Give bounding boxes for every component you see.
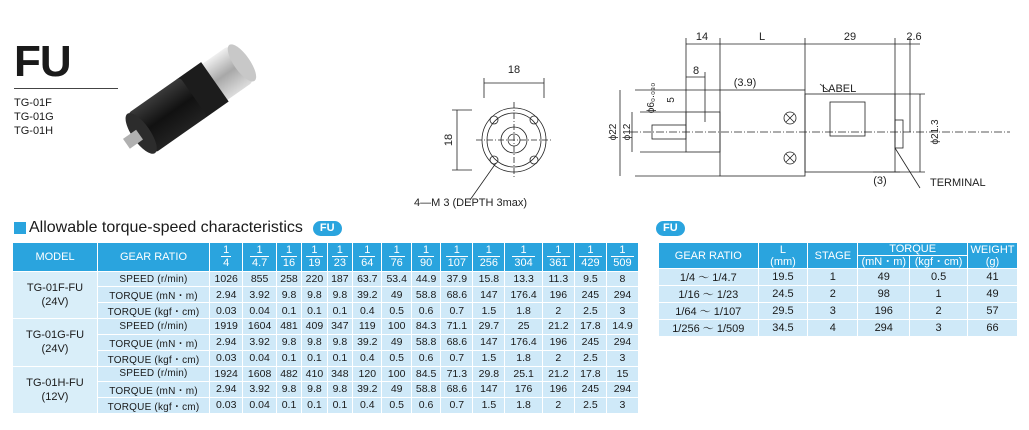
- value-cell: 100: [382, 366, 411, 381]
- ratio-header: [243, 243, 276, 272]
- value-cell: 176.4: [505, 287, 542, 303]
- value-cell: 71.1: [441, 319, 473, 334]
- summary-cell-weight: 66: [968, 320, 1018, 337]
- table-row: [13, 303, 639, 319]
- ratio-denominator: 16: [282, 257, 296, 269]
- value-cell: 15.8: [473, 272, 505, 287]
- front-view-drawing: [410, 28, 580, 213]
- value-cell: 53.4: [382, 272, 411, 287]
- table-row: [13, 272, 639, 287]
- ratio-fraction: [478, 244, 500, 269]
- ratio-header: [542, 243, 574, 272]
- value-cell: 44.9: [411, 272, 440, 287]
- summary-cell-stage: 3: [808, 303, 858, 320]
- row-label: TORQUE (mN・m): [98, 334, 210, 350]
- summary-cell-weight: 41: [968, 269, 1018, 286]
- value-cell: 409: [302, 319, 327, 334]
- value-cell: 0.1: [302, 350, 327, 366]
- section-title: [14, 219, 342, 237]
- summary-header-stage: STAGE: [808, 243, 858, 269]
- value-cell: 187: [327, 272, 352, 287]
- ratio-fraction: [221, 244, 231, 269]
- ratio-header: [411, 243, 440, 272]
- value-cell: 220: [302, 272, 327, 287]
- value-cell: 147: [473, 287, 505, 303]
- value-cell: 3: [606, 303, 638, 319]
- side-view-drawing: [590, 22, 1020, 202]
- value-cell: 347: [327, 319, 352, 334]
- dim-29: 29: [843, 31, 857, 43]
- value-cell: 25.1: [505, 366, 542, 381]
- value-cell: 1608: [243, 366, 276, 381]
- value-cell: 9.8: [276, 334, 301, 350]
- value-cell: 9.8: [276, 381, 301, 397]
- section-badge: FU: [313, 221, 342, 236]
- value-cell: 21.2: [542, 319, 574, 334]
- value-cell: 49: [382, 287, 411, 303]
- value-cell: 39.2: [353, 287, 382, 303]
- value-cell: 8: [606, 272, 638, 287]
- value-cell: 1.8: [505, 303, 542, 319]
- ratio-fraction: [389, 244, 405, 269]
- value-cell: 0.7: [441, 397, 473, 413]
- value-cell: 0.4: [353, 350, 382, 366]
- summary-cell-mn: 294: [858, 320, 910, 337]
- value-cell: 119: [353, 319, 382, 334]
- summary-header-L-text: L: [779, 243, 787, 256]
- value-cell: 0.1: [276, 397, 301, 413]
- column-header-gear-ratio: GEAR RATIO: [98, 243, 210, 272]
- value-cell: 2: [542, 303, 574, 319]
- value-cell: 348: [327, 366, 352, 381]
- dim-2-6: 2.6: [906, 31, 922, 43]
- ratio-denominator: 107: [447, 257, 466, 269]
- ratio-fraction: [281, 244, 297, 269]
- ratio-numerator: 1: [336, 244, 343, 256]
- summary-cell-weight: 57: [968, 303, 1018, 320]
- summary-cell-mn: 196: [858, 303, 910, 320]
- value-cell: 0.7: [441, 350, 473, 366]
- ratio-header: [441, 243, 473, 272]
- ratio-header: [505, 243, 542, 272]
- value-cell: 1604: [243, 319, 276, 334]
- ratio-fraction: [418, 244, 434, 269]
- row-label: TORQUE (mN・m): [98, 381, 210, 397]
- dim-8: 8: [692, 65, 700, 77]
- value-cell: 3.92: [243, 334, 276, 350]
- value-cell: 245: [574, 334, 606, 350]
- motor-photo: [120, 32, 270, 162]
- value-cell: 0.03: [210, 397, 243, 413]
- summary-header-weight: [968, 243, 1018, 269]
- summary-cell-L: 19.5: [758, 269, 808, 286]
- summary-cell-mn: 49: [858, 269, 910, 286]
- value-cell: 49: [382, 334, 411, 350]
- ratio-numerator: 1: [223, 244, 230, 256]
- row-label: TORQUE (kgf・cm): [98, 397, 210, 413]
- value-cell: 68.6: [441, 287, 473, 303]
- summary-cell-ratio: 1/256 ～ 1/509: [659, 320, 759, 337]
- summary-cell-L: 29.5: [758, 303, 808, 320]
- row-label: TORQUE (kgf・cm): [98, 350, 210, 366]
- summary-header-L-unit: (mm): [770, 255, 796, 268]
- page-title: FU: [14, 37, 71, 86]
- summary-cell-weight: 49: [968, 286, 1018, 303]
- summary-cell-L: 24.5: [758, 286, 808, 303]
- value-cell: 25: [505, 319, 542, 334]
- ratio-denominator: 429: [581, 257, 600, 269]
- value-cell: 37.9: [441, 272, 473, 287]
- summary-cell-kgf: 0.5: [910, 269, 968, 286]
- ratio-fraction: [512, 244, 534, 269]
- ratio-numerator: 1: [520, 244, 527, 256]
- value-cell: 481: [276, 319, 301, 334]
- value-cell: 258: [276, 272, 301, 287]
- ratio-denominator: 90: [419, 257, 433, 269]
- value-cell: 2.5: [574, 303, 606, 319]
- value-cell: 245: [574, 287, 606, 303]
- value-cell: 2: [542, 350, 574, 366]
- value-cell: 0.1: [327, 303, 352, 319]
- value-cell: 0.7: [441, 303, 473, 319]
- value-cell: 9.8: [302, 287, 327, 303]
- ratio-numerator: 1: [453, 244, 460, 256]
- ratio-fraction: [250, 244, 269, 269]
- table-row: [13, 381, 639, 397]
- ratio-numerator: 1: [285, 244, 293, 256]
- table-row: [13, 287, 639, 303]
- table-row: [13, 334, 639, 350]
- value-cell: 482: [276, 366, 301, 381]
- table-row: [13, 319, 639, 334]
- value-cell: 39.2: [353, 334, 382, 350]
- value-cell: 68.6: [441, 334, 473, 350]
- model-cell: [13, 366, 98, 413]
- summary-cell-stage: 4: [808, 320, 858, 337]
- value-cell: 410: [302, 366, 327, 381]
- value-cell: 3: [606, 397, 638, 413]
- value-cell: 196: [542, 287, 574, 303]
- value-cell: 2: [542, 397, 574, 413]
- value-cell: 147: [473, 334, 505, 350]
- value-cell: 1919: [210, 319, 243, 334]
- value-cell: 120: [353, 366, 382, 381]
- dim-3: (3): [873, 175, 887, 187]
- value-cell: 0.1: [302, 303, 327, 319]
- summary-cell-ratio: 1/16 ～ 1/23: [659, 286, 759, 303]
- value-cell: 63.7: [353, 272, 382, 287]
- ratio-numerator: 1: [364, 244, 371, 256]
- value-cell: 39.2: [353, 381, 382, 397]
- value-cell: 0.4: [353, 397, 382, 413]
- value-cell: 294: [606, 334, 638, 350]
- ratio-numerator: 1: [311, 244, 318, 256]
- ratio-numerator: 1: [423, 244, 430, 256]
- ratio-denominator: 361: [549, 257, 568, 269]
- summary-cell-L: 34.5: [758, 320, 808, 337]
- summary-cell-kgf: 1: [910, 286, 968, 303]
- value-cell: 2.94: [210, 334, 243, 350]
- value-cell: 0.04: [243, 303, 276, 319]
- summary-cell-ratio: 1/4 ～ 1/4.7: [659, 269, 759, 286]
- value-cell: 71.3: [441, 366, 473, 381]
- value-cell: 17.8: [574, 319, 606, 334]
- value-cell: 2.5: [574, 397, 606, 413]
- ratio-header: [276, 243, 301, 272]
- ratio-fraction: [306, 244, 322, 269]
- ratio-header: [353, 243, 382, 272]
- dim-3-9: (3.9): [733, 77, 757, 89]
- screw-note: 4—M 3 (DEPTH 3max): [414, 197, 528, 209]
- value-cell: 49: [382, 381, 411, 397]
- ratio-numerator: 1: [256, 244, 263, 256]
- value-cell: 176: [505, 381, 542, 397]
- table-header-row: [13, 243, 639, 272]
- summary-cell-kgf: 2: [910, 303, 968, 320]
- value-cell: 58.8: [411, 334, 440, 350]
- column-header-model: MODEL: [13, 243, 98, 272]
- model-name: TG-01G: [14, 111, 54, 123]
- ratio-denominator: 304: [514, 257, 533, 269]
- value-cell: 0.5: [382, 303, 411, 319]
- ratio-fraction: [579, 244, 601, 269]
- summary-body: [659, 269, 1018, 337]
- label-callout: LABEL: [822, 83, 857, 95]
- front-width-dim: 18: [507, 64, 521, 76]
- summary-cell-stage: 2: [808, 286, 858, 303]
- value-cell: 68.6: [441, 381, 473, 397]
- value-cell: 3: [606, 350, 638, 366]
- summary-header-L: [758, 243, 808, 269]
- dim-L: L: [758, 31, 766, 43]
- ratio-fraction: [446, 244, 468, 269]
- value-cell: 0.04: [243, 397, 276, 413]
- ratio-denominator: 509: [613, 257, 632, 269]
- model-name: TG-01F: [14, 97, 52, 109]
- section-marker-icon: [14, 222, 26, 234]
- ratio-header: [327, 243, 352, 272]
- model-voltage: (12V): [41, 390, 69, 403]
- value-cell: 9.8: [302, 334, 327, 350]
- gear-summary-table: [658, 242, 1018, 337]
- value-cell: 84.3: [411, 319, 440, 334]
- value-cell: 9.8: [276, 287, 301, 303]
- ratio-header: [382, 243, 411, 272]
- value-cell: 0.4: [353, 303, 382, 319]
- dim-22: ϕ22: [608, 123, 619, 141]
- value-cell: 196: [542, 381, 574, 397]
- model-name: TG-01F-FU: [26, 282, 84, 295]
- value-cell: 29.7: [473, 319, 505, 334]
- summary-header-torque-kgf: (kgf・cm): [910, 256, 968, 269]
- value-cell: 0.03: [210, 303, 243, 319]
- ratio-numerator: 1: [587, 244, 594, 256]
- value-cell: 2.5: [574, 350, 606, 366]
- value-cell: 11.3: [542, 272, 574, 287]
- ratio-header: [606, 243, 638, 272]
- value-cell: 29.8: [473, 366, 505, 381]
- ratio-numerator: 1: [555, 244, 562, 256]
- summary-header-gear-ratio: GEAR RATIO: [659, 243, 759, 269]
- value-cell: 15: [606, 366, 638, 381]
- summary-header-weight-text: WEIGHT: [970, 243, 1015, 256]
- terminal-callout: TERMINAL: [930, 177, 986, 189]
- table-row: [13, 366, 639, 381]
- model-voltage: (24V): [41, 343, 69, 356]
- summary-cell-stage: 1: [808, 269, 858, 286]
- value-cell: 0.1: [327, 397, 352, 413]
- ratio-header: [302, 243, 327, 272]
- ratio-numerator: 1: [485, 244, 492, 256]
- table-row: [13, 397, 639, 413]
- value-cell: 176.4: [505, 334, 542, 350]
- ratio-denominator: 256: [479, 257, 499, 269]
- ratio-denominator: 23: [333, 257, 346, 269]
- title-divider: [14, 88, 118, 89]
- summary-header-torque: TORQUE: [858, 243, 968, 256]
- value-cell: 13.3: [505, 272, 542, 287]
- ratio-denominator: 19: [308, 257, 321, 269]
- summary-header-row: [659, 243, 1018, 256]
- ratio-fraction: [332, 244, 348, 269]
- value-cell: 1.5: [473, 397, 505, 413]
- value-cell: 1.8: [505, 350, 542, 366]
- value-cell: 58.8: [411, 381, 440, 397]
- model-cell: [13, 319, 98, 366]
- ratio-denominator: 64: [361, 257, 374, 269]
- value-cell: 3.92: [243, 381, 276, 397]
- torque-speed-table: [12, 242, 639, 414]
- table-body: [13, 272, 639, 414]
- row-label: SPEED (r/min): [98, 319, 210, 334]
- value-cell: 9.8: [327, 381, 352, 397]
- dim-14: 14: [695, 31, 709, 43]
- value-cell: 14.9: [606, 319, 638, 334]
- summary-row: [659, 286, 1018, 303]
- ratio-numerator: 1: [619, 244, 626, 256]
- summary-header-torque-mn: (mN・m): [858, 256, 910, 269]
- value-cell: 2.94: [210, 381, 243, 397]
- model-voltage: (24V): [41, 296, 69, 309]
- value-cell: 0.04: [243, 350, 276, 366]
- summary-row: [659, 320, 1018, 337]
- value-cell: 0.6: [411, 350, 440, 366]
- dim-21-3: ϕ21.3: [930, 119, 941, 145]
- row-label: TORQUE (kgf・cm): [98, 303, 210, 319]
- summary-cell-ratio: 1/64 ～ 1/107: [659, 303, 759, 320]
- row-label: TORQUE (mN・m): [98, 287, 210, 303]
- value-cell: 294: [606, 381, 638, 397]
- value-cell: 0.1: [302, 397, 327, 413]
- value-cell: 0.6: [411, 397, 440, 413]
- row-label: SPEED (r/min): [98, 272, 210, 287]
- ratio-fraction: [547, 244, 569, 269]
- ratio-header: [574, 243, 606, 272]
- table-row: [13, 350, 639, 366]
- value-cell: 0.1: [276, 350, 301, 366]
- value-cell: 84.5: [411, 366, 440, 381]
- value-cell: 1.5: [473, 350, 505, 366]
- ratio-numerator: 1: [393, 244, 400, 256]
- value-cell: 0.1: [276, 303, 301, 319]
- value-cell: 17.8: [574, 366, 606, 381]
- value-cell: 21.2: [542, 366, 574, 381]
- value-cell: 1.8: [505, 397, 542, 413]
- ratio-header: [210, 243, 243, 272]
- dim-shaft: ϕ6₀.₀₃₀: [646, 82, 657, 114]
- value-cell: 9.8: [327, 287, 352, 303]
- value-cell: 245: [574, 381, 606, 397]
- summary-cell-kgf: 3: [910, 320, 968, 337]
- value-cell: 0.6: [411, 303, 440, 319]
- right-table-badge: FU: [656, 221, 685, 236]
- dim-5: 5: [666, 97, 677, 103]
- value-cell: 1.5: [473, 303, 505, 319]
- value-cell: 147: [473, 381, 505, 397]
- model-name: TG-01G-FU: [25, 329, 85, 342]
- ratio-fraction: [359, 244, 375, 269]
- value-cell: 294: [606, 287, 638, 303]
- value-cell: 9.8: [327, 334, 352, 350]
- value-cell: 58.8: [411, 287, 440, 303]
- model-name: TG-01H-FU: [26, 376, 84, 389]
- section-title-text: Allowable torque-speed characteristics: [29, 219, 303, 236]
- value-cell: 9.8: [302, 381, 327, 397]
- ratio-denominator: 4.7: [251, 257, 268, 269]
- ratio-denominator: 4: [223, 257, 230, 269]
- value-cell: 1924: [210, 366, 243, 381]
- value-cell: 100: [382, 319, 411, 334]
- value-cell: 3.92: [243, 287, 276, 303]
- value-cell: 0.1: [327, 350, 352, 366]
- ratio-fraction: [611, 244, 633, 269]
- model-cell: [13, 272, 98, 319]
- summary-cell-mn: 98: [858, 286, 910, 303]
- value-cell: 0.03: [210, 350, 243, 366]
- value-cell: 196: [542, 334, 574, 350]
- model-name: TG-01H: [14, 125, 54, 137]
- ratio-denominator: 76: [390, 257, 403, 269]
- value-cell: 9.5: [574, 272, 606, 287]
- summary-row: [659, 269, 1018, 286]
- front-height-dim: 18: [443, 133, 455, 147]
- summary-row: [659, 303, 1018, 320]
- value-cell: 0.5: [382, 350, 411, 366]
- dim-12: ϕ12: [622, 123, 633, 141]
- summary-header-weight-unit: (g): [985, 255, 1000, 268]
- value-cell: 0.5: [382, 397, 411, 413]
- value-cell: 2.94: [210, 287, 243, 303]
- value-cell: 1026: [210, 272, 243, 287]
- row-label: SPEED (r/min): [98, 366, 210, 381]
- ratio-header: [473, 243, 505, 272]
- model-list: [14, 96, 54, 138]
- value-cell: 855: [243, 272, 276, 287]
